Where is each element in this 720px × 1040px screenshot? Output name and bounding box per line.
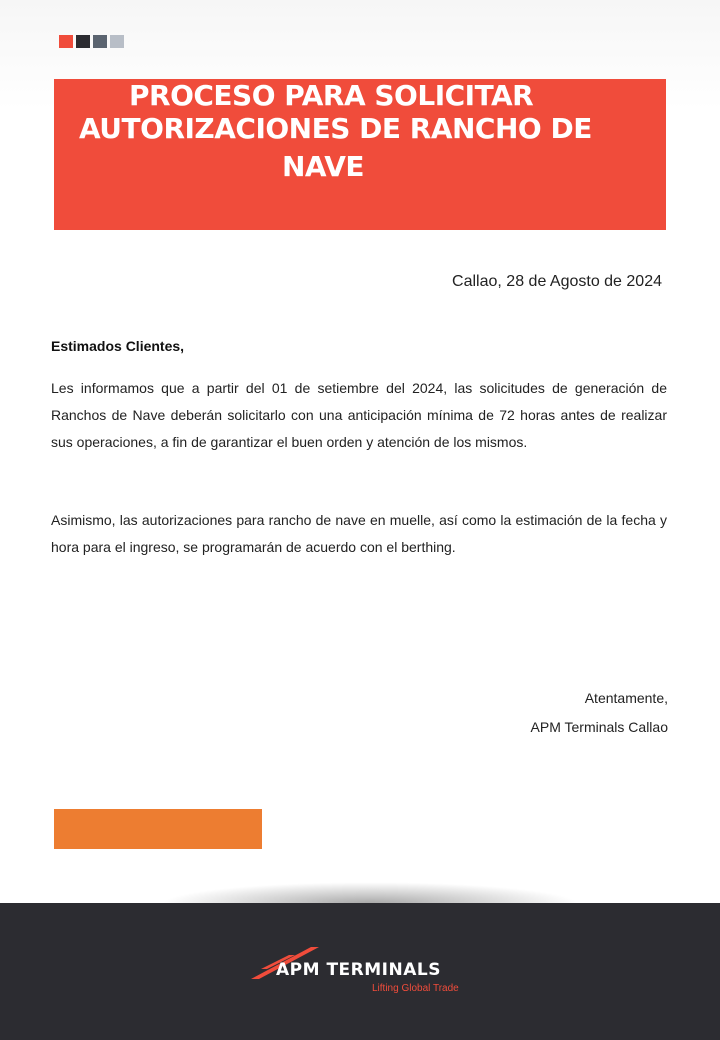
letter-paragraph-1: Les informamos que a partir del 01 de setiembre del 2024, las solicitudes de generación de Ranchos de Nave deberán solicitarlo con una anticipación mínima de 72 horas antes de realizar sus operaciones, a fin de garantizar el buen orden y atención de los mismos. [51,380,667,450]
brand-square-orange [59,35,73,48]
footer-shadow [160,882,580,904]
letter-date: Callao, 28 de Agosto de 2024 [452,273,662,290]
brand-square-light [110,35,124,48]
brand-squares [59,35,124,48]
title-line-2: AUTORIZACIONES DE RANCHO DE [79,112,592,145]
letter-closing-block [531,684,668,742]
letter-closing: Atentamente, [584,690,668,706]
logo-tagline: Lifting Global Trade [372,983,459,994]
title-line-3: NAVE [282,150,364,183]
letter-signature: APM Terminals Callao [530,719,668,735]
title-banner [54,79,666,230]
letter-paragraph-2: Asimismo, las autorizaciones para rancho de nave en muelle, así como la estimación de la fecha y hora para el ingreso, se programarán de acuerdo con el berthing. [51,512,667,555]
orange-accent-bar [54,809,262,849]
letter-greeting: Estimados Clientes, [51,338,185,354]
brand-square-dark [76,35,90,48]
logo-name: APM TERMINALS [276,960,441,980]
title-line-1: PROCESO PARA SOLICITAR [129,79,534,112]
brand-square-slate [93,35,107,48]
